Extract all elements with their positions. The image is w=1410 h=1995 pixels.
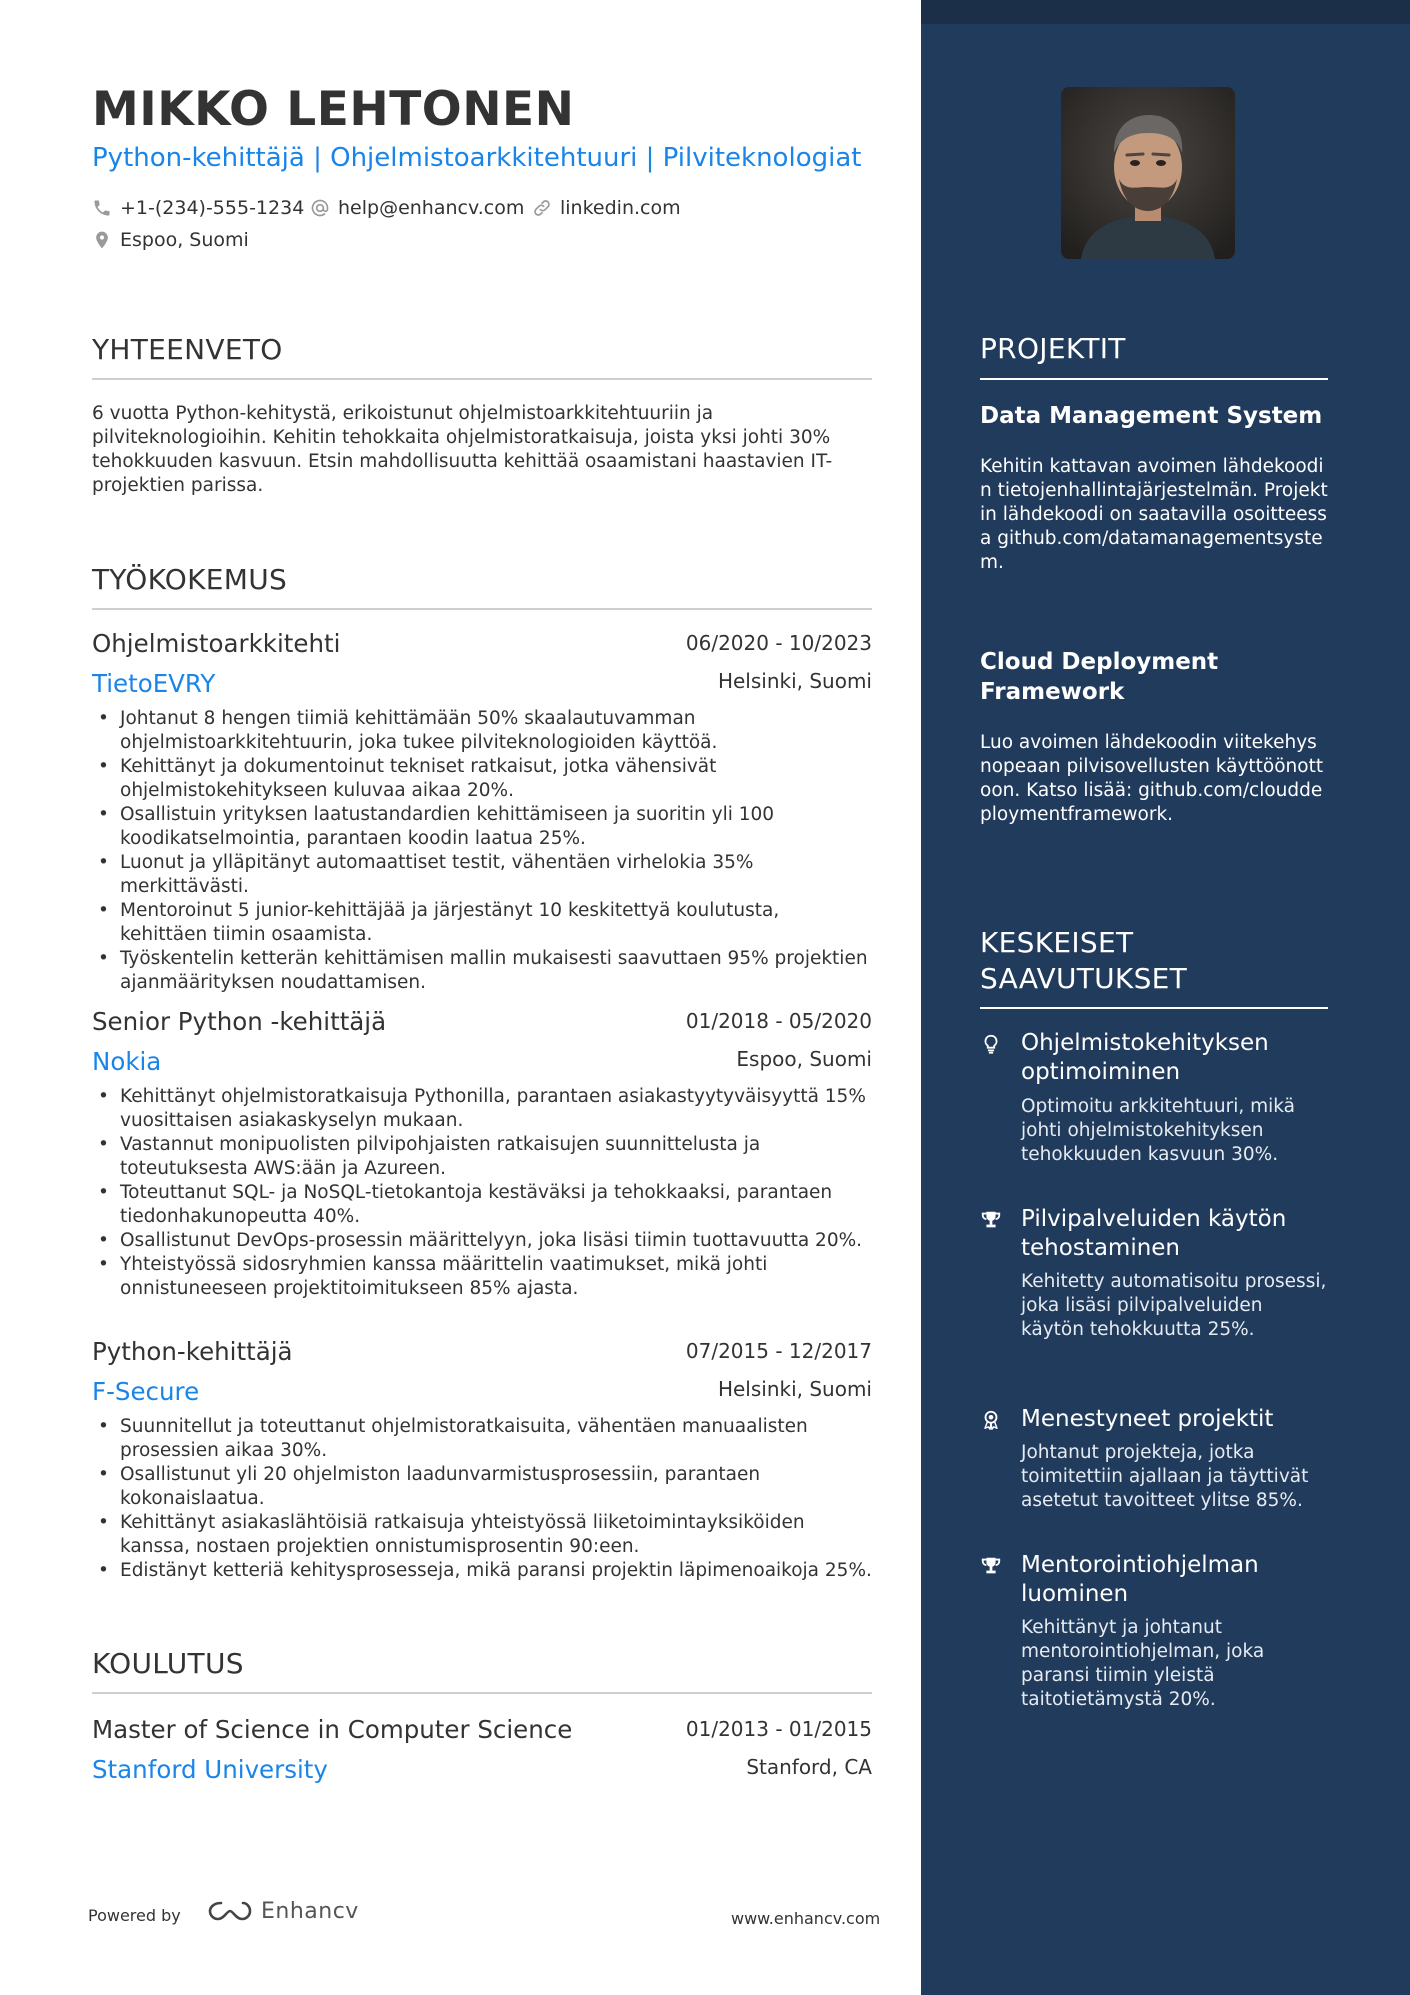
education-heading: KOULUTUS	[92, 1647, 244, 1680]
powered-by-label: Powered by	[88, 1906, 181, 1925]
brand-name: Enhancv	[261, 1898, 359, 1924]
at-icon	[310, 198, 330, 218]
profile-photo	[1061, 87, 1235, 259]
school: Stanford University	[92, 1755, 328, 1784]
achievements-divider	[980, 1007, 1328, 1009]
job-title: Ohjelmistoarkkitehti	[92, 629, 341, 658]
project-description: Kehitin kattavan avoimen lähdekoodin tietojenhallintajärjestelmän. Projektin lähdekoodi on saatavilla osoitteessa github.com/datamanagementsystem.	[980, 456, 1328, 573]
project-description: Luo avoimen lähdekoodin viitekehys nopeaan pilvisovellusten käyttöönottoon. Katso lisää: github.com/clouddeploymentframework.	[980, 732, 1324, 825]
bullet-item: • Vastannut monipuolisten pilvipohjaisten ratkaisujen suunnittelusta ja toteutuksesta AWS:ään ja Azureen.	[92, 1133, 872, 1181]
bullet-item: • Suunnitellut ja toteuttanut ohjelmistoratkaisuita, vähentäen manuaalisten prosessien aikaa 30%.	[92, 1415, 872, 1463]
experience-heading: TYÖKOKEMUS	[92, 563, 288, 596]
education-dates: 01/2013 - 01/2015	[685, 1717, 872, 1741]
job-bullets	[92, 1085, 872, 1301]
email-text: help@enhancv.com	[338, 197, 525, 219]
job-company: F-Secure	[92, 1377, 200, 1406]
candidate-name: MIKKO LEHTONEN	[92, 82, 575, 137]
job-location: Helsinki, Suomi	[717, 669, 872, 693]
linkedin-text: linkedin.com	[560, 197, 681, 219]
job-location: Espoo, Suomi	[736, 1047, 872, 1071]
projects-divider	[980, 378, 1328, 380]
lightbulb-icon	[980, 1033, 1002, 1055]
headline: Python-kehittäjä | Ohjelmistoarkkitehtuuri | Pilviteknologiat	[92, 143, 862, 173]
achievement-description: Kehittänyt ja johtanut mentorointiohjelman, joka paransi tiimin yleistä taitotietämystä 20%.	[1021, 1617, 1265, 1710]
bullet-item: • Työskentelin ketterän kehittämisen mallin mukaisesti saavuttaen 95% projektien ajanmäärityksen noudattamisen.	[92, 947, 872, 995]
achievement-title: Mentorointiohjelman luominen	[1021, 1552, 1259, 1607]
summary-text: 6 vuotta Python-kehitystä, erikoistunut ohjelmistoarkkitehtuuriin ja pilviteknologioihin. Kehitin tehokkaita ohjelmistoratkaisuja, joista yksi johti 30% tehokkuuden kasvuun. Etsin mahdollisuutta kehittää osaamistani haastavien IT-projektien parissa.	[92, 403, 833, 496]
job-company: TietoEVRY	[92, 669, 216, 698]
bullet-item: • Mentoroinut 5 junior-kehittäjää ja järjestänyt 10 keskitettyä koulutusta, kehittäen tiimin osaamista.	[92, 899, 872, 947]
trophy-icon	[980, 1555, 1002, 1577]
trophy-icon	[980, 1209, 1002, 1231]
phone-text: +1-(234)-555-1234	[120, 197, 305, 219]
link-icon	[532, 198, 552, 218]
achievement-description: Kehitetty automatisoitu prosessi, joka lisäsi pilvipalveluiden käytön tehokkuutta 25%.	[1021, 1271, 1327, 1340]
bullet-item: • Osallistunut DevOps-prosessin määrittelyyn, joka lisäsi tiimin tuottavuutta 20%.	[92, 1229, 872, 1253]
sidebar-top-band	[921, 0, 1410, 24]
enhancv-logo[interactable]	[207, 1898, 359, 1924]
job-bullets	[92, 1415, 872, 1583]
job-title: Python-kehittäjä	[92, 1337, 293, 1366]
bullet-item: • Osallistunut yli 20 ohjelmiston laadunvarmistusprosessiin, parantaen kokonaislaatua.	[92, 1463, 872, 1511]
achievement-title: Menestyneet projektit	[1021, 1406, 1274, 1432]
footer-url[interactable]: www.enhancv.com	[731, 1909, 881, 1928]
achievement-description: Johtanut projekteja, jotka toimitettiin ajallaan ja täyttivät asetetut tavoitteet ylitse 85%.	[1021, 1442, 1309, 1511]
contact-location	[92, 229, 249, 251]
projects-heading: PROJEKTIT	[980, 332, 1126, 365]
achievement-description: Optimoitu arkkitehtuuri, mikä johti ohjelmistokehityksen tehokkuuden kasvuun 30%.	[1021, 1096, 1296, 1165]
job-dates: 01/2018 - 05/2020	[685, 1009, 872, 1033]
job-company: Nokia	[92, 1047, 162, 1076]
location-text: Espoo, Suomi	[120, 229, 249, 251]
bullet-item: • Luonut ja ylläpitänyt automaattiset testit, vähentäen virhelokia 35% merkittävästi.	[92, 851, 872, 899]
achievement-title: Pilvipalveluiden käytön tehostaminen	[1021, 1206, 1287, 1261]
degree: Master of Science in Computer Science	[92, 1715, 573, 1744]
bullet-item: • Kehittänyt ohjelmistoratkaisuja Pythonilla, parantaen asiakastyytyväisyyttä 15% vuosittaisen asiakaskyselyn mukaan.	[92, 1085, 872, 1133]
portrait-image	[1061, 87, 1235, 259]
contact-phone[interactable]	[92, 197, 304, 219]
achievements-heading: KESKEISET SAAVUTUKSET	[980, 926, 1188, 995]
summary-heading: YHTEENVETO	[92, 333, 283, 366]
project-title: Data Management System	[980, 403, 1323, 429]
enhancv-logo-icon	[207, 1898, 253, 1924]
contact-email[interactable]	[310, 197, 524, 219]
job-dates: 07/2015 - 12/2017	[685, 1339, 872, 1363]
bullet-item: • Edistänyt ketteriä kehitysprosesseja, mikä paransi projektin läpimenoaikoja 25%.	[92, 1559, 872, 1583]
sidebar	[921, 0, 1410, 1995]
achievement-title: Ohjelmistokehityksen optimoiminen	[1021, 1030, 1269, 1085]
award-icon	[980, 1409, 1002, 1431]
job-bullets	[92, 707, 872, 995]
project-title: Cloud Deployment Framework	[980, 649, 1219, 705]
education-location: Stanford, CA	[746, 1755, 872, 1779]
summary-divider	[92, 378, 872, 380]
job-dates: 06/2020 - 10/2023	[685, 631, 872, 655]
experience-divider	[92, 608, 872, 610]
bullet-item: • Toteuttanut SQL- ja NoSQL-tietokantoja kestäväksi ja tehokkaaksi, parantaen tiedonhakunopeutta 40%.	[92, 1181, 872, 1229]
bullet-item: • Kehittänyt asiakaslähtöisiä ratkaisuja yhteistyössä liiketoimintayksiköiden kanssa, nostaen projektien onnistumisprosentin 90:een.	[92, 1511, 872, 1559]
job-title: Senior Python -kehittäjä	[92, 1007, 387, 1036]
phone-icon	[92, 198, 112, 218]
education-divider	[92, 1692, 872, 1694]
job-location: Helsinki, Suomi	[717, 1377, 872, 1401]
location-pin-icon	[92, 230, 112, 250]
bullet-item: • Kehittänyt ja dokumentoinut tekniset ratkaisut, jotka vähensivät ohjelmistokehitykseen kuluvaa aikaa 20%.	[92, 755, 872, 803]
bullet-item: • Yhteistyössä sidosryhmien kanssa määrittelin vaatimukset, mikä johti onnistuneeseen projektitoimitukseen 85% ajasta.	[92, 1253, 872, 1301]
contact-linkedin[interactable]	[532, 197, 681, 219]
bullet-item: • Johtanut 8 hengen tiimiä kehittämään 50% skaalautuvamman ohjelmistoarkkitehtuurin, joka tukee pilviteknologioiden käyttöä.	[92, 707, 872, 755]
bullet-item: • Osallistuin yrityksen laatustandardien kehittämiseen ja suoritin yli 100 koodikatselmointia, parantaen koodin laatua 25%.	[92, 803, 872, 851]
